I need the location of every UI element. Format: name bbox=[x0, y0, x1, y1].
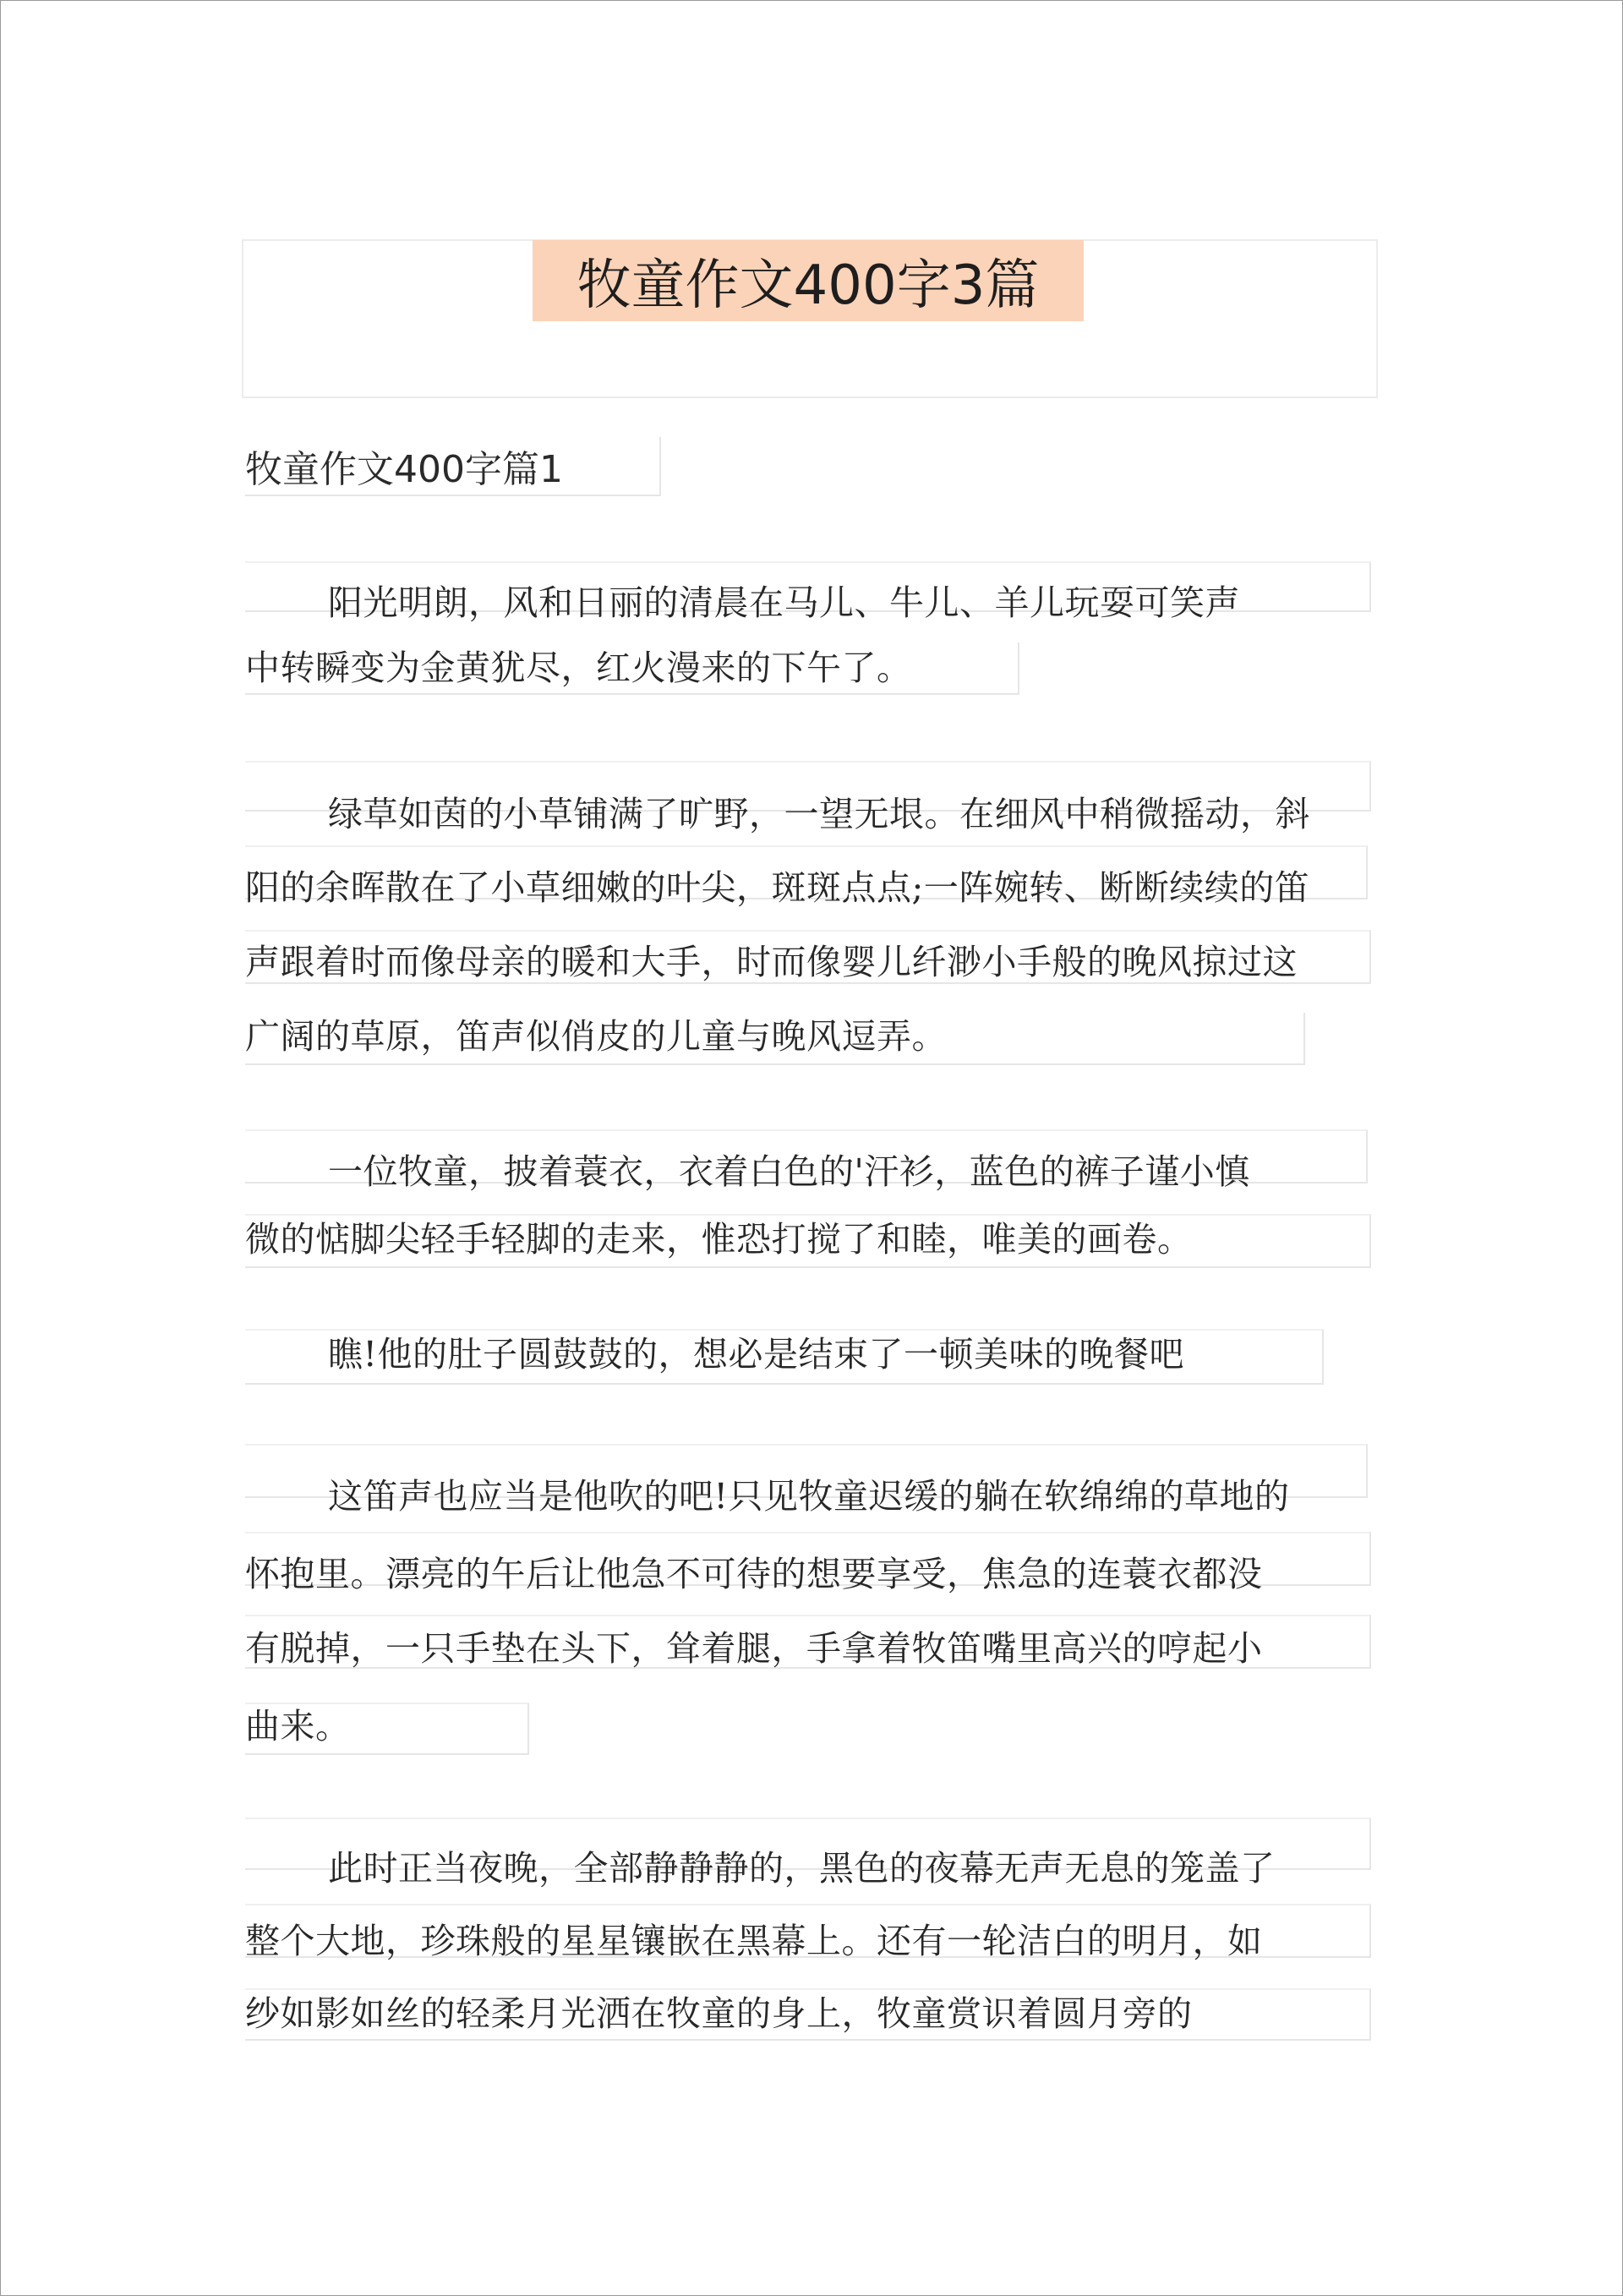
paragraph-5-line-3: 有脱掉，一只手垫在头下，耸着腿，手拿着牧笛嘴里高兴的哼起小 bbox=[245, 1628, 1263, 1669]
paragraph-5-line-4: 曲来。 bbox=[245, 1706, 351, 1747]
paragraph-2-line-2: 阳的余晖散在了小草细嫩的叶尖，斑斑点点;一阵婉转、断断续续的笛 bbox=[245, 867, 1310, 908]
paragraph-2-line-3: 声跟着时而像母亲的暖和大手，时而像婴儿纤渺小手般的晚风掠过这 bbox=[245, 942, 1298, 982]
paragraph-2-line-1: 绿草如茵的小草铺满了旷野，一望无垠。在细风中稍微摇动，斜 bbox=[328, 794, 1310, 834]
paragraph-4-line-1: 瞧!他的肚子圆鼓鼓的，想必是结束了一顿美味的晚餐吧 bbox=[328, 1334, 1184, 1375]
paragraph-5-line-1: 这笛声也应当是他吹的吧!只见牧童迟缓的躺在软绵绵的草地的 bbox=[328, 1476, 1290, 1517]
paragraph-1-line-1: 阳光明朗，风和日丽的清晨在马儿、牛儿、羊儿玩耍可笑声 bbox=[328, 582, 1240, 623]
document-title: 牧童作文400字3篇 bbox=[533, 240, 1084, 321]
section-title: 牧童作文400字篇1 bbox=[245, 448, 563, 491]
paragraph-6-line-3: 纱如影如丝的轻柔月光洒在牧童的身上，牧童赏识着圆月旁的 bbox=[245, 1993, 1193, 2034]
paragraph-1-line-2: 中转瞬变为金黄犹尽，红火漫来的下午了。 bbox=[245, 648, 912, 688]
paragraph-2-line-4: 广阔的草原，笛声似俏皮的儿童与晚风逗弄。 bbox=[245, 1016, 947, 1057]
paragraph-6-line-1: 此时正当夜晚，全部静静静的，黑色的夜幕无声无息的笼盖了 bbox=[328, 1848, 1276, 1889]
paragraph-3-line-2: 微的惦脚尖轻手轻脚的走来，惟恐打搅了和睦，唯美的画卷。 bbox=[245, 1219, 1193, 1260]
paragraph-3-line-1: 一位牧童，披着蓑衣，衣着白色的'汗衫，蓝色的裤子谨小慎 bbox=[328, 1151, 1250, 1192]
paragraph-5-line-2: 怀抱里。漂亮的午后让他急不可待的想要享受，焦急的连蓑衣都没 bbox=[245, 1554, 1263, 1594]
paragraph-6-line-2: 整个大地，珍珠般的星星镶嵌在黑幕上。还有一轮洁白的明月，如 bbox=[245, 1921, 1263, 1961]
